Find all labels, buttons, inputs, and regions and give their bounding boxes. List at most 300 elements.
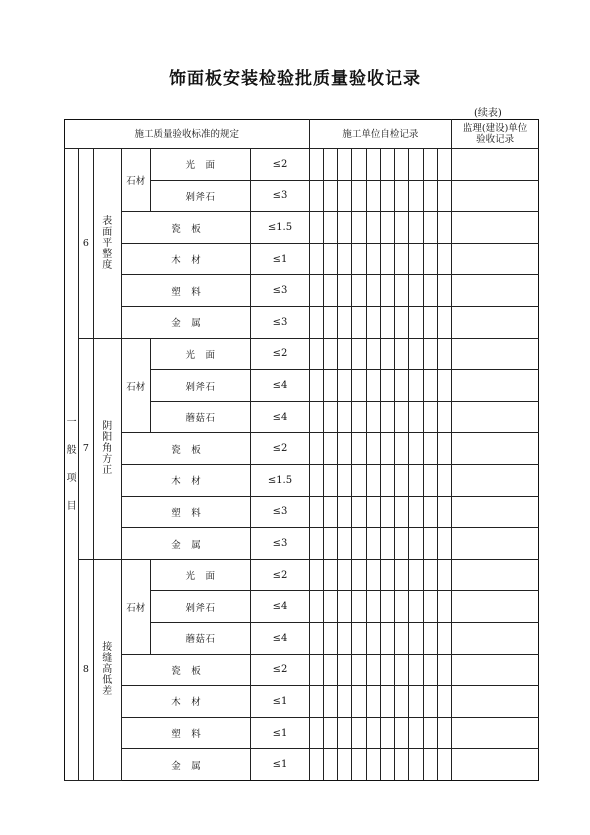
self-check-cell[interactable] — [352, 465, 366, 497]
item-name-char: 接 — [102, 642, 113, 654]
self-check-cell[interactable] — [423, 370, 437, 402]
supervision-cell[interactable] — [452, 307, 539, 339]
self-check-cell[interactable] — [380, 433, 394, 465]
self-check-cell[interactable] — [323, 180, 337, 212]
stone-label: 石材 — [122, 149, 151, 212]
self-check-cell[interactable] — [366, 275, 380, 307]
table-row — [65, 717, 539, 749]
self-check-cell[interactable] — [338, 528, 352, 560]
material-name: 木 材 — [122, 243, 251, 275]
self-check-cell[interactable] — [437, 433, 451, 465]
self-check-cell[interactable] — [409, 338, 423, 370]
supervision-cell[interactable] — [452, 275, 539, 307]
standard-header: 施工质量验收标准的规定 — [65, 120, 310, 149]
self-check-cell[interactable] — [338, 370, 352, 402]
self-check-cell[interactable] — [395, 496, 409, 528]
inspection-table — [64, 119, 539, 781]
self-check-cell[interactable] — [395, 212, 409, 244]
self-check-cell[interactable] — [395, 465, 409, 497]
self-check-cell[interactable] — [437, 717, 451, 749]
self-check-cell[interactable] — [309, 528, 323, 560]
material-name: 木 材 — [122, 686, 251, 718]
self-check-cell[interactable] — [437, 401, 451, 433]
self-check-cell[interactable] — [338, 401, 352, 433]
allowed-deviation: ≤1.5 — [251, 212, 309, 244]
self-check-cell[interactable] — [423, 243, 437, 275]
supervision-header — [452, 120, 539, 149]
item-number: 8 — [79, 559, 93, 780]
self-check-cell[interactable] — [437, 307, 451, 339]
allowed-deviation: ≤3 — [251, 496, 309, 528]
self-check-cell[interactable] — [437, 243, 451, 275]
self-check-cell[interactable] — [366, 370, 380, 402]
self-check-cell[interactable] — [380, 622, 394, 654]
item-name-char: 整 — [102, 248, 113, 260]
self-check-cell[interactable] — [352, 622, 366, 654]
self-check-cell[interactable] — [338, 465, 352, 497]
self-check-cell[interactable] — [338, 243, 352, 275]
self-check-cell[interactable] — [380, 717, 394, 749]
self-check-cell[interactable] — [409, 749, 423, 781]
item-name — [93, 338, 122, 559]
supervision-cell[interactable] — [452, 749, 539, 781]
supervision-cell[interactable] — [452, 243, 539, 275]
self-check-cell[interactable] — [423, 528, 437, 560]
supervision-cell[interactable] — [452, 654, 539, 686]
self-check-cell[interactable] — [409, 528, 423, 560]
self-check-cell[interactable] — [352, 591, 366, 623]
self-check-cell[interactable] — [409, 307, 423, 339]
self-check-cell[interactable] — [437, 212, 451, 244]
self-check-cell[interactable] — [423, 622, 437, 654]
self-check-cell[interactable] — [423, 180, 437, 212]
allowed-deviation: ≤4 — [251, 370, 309, 402]
material-name: 光 面 — [150, 338, 251, 370]
self-check-cell[interactable] — [309, 401, 323, 433]
self-check-cell[interactable] — [423, 654, 437, 686]
self-check-cell[interactable] — [366, 749, 380, 781]
self-check-cell[interactable] — [352, 401, 366, 433]
material-name: 剁斧石 — [150, 370, 251, 402]
self-check-cell[interactable] — [395, 338, 409, 370]
self-check-cell[interactable] — [380, 180, 394, 212]
self-check-cell[interactable] — [323, 338, 337, 370]
item-number: 7 — [79, 338, 93, 559]
self-check-cell[interactable] — [352, 749, 366, 781]
self-check-cell[interactable] — [338, 717, 352, 749]
self-check-cell[interactable] — [395, 528, 409, 560]
self-check-cell[interactable] — [309, 654, 323, 686]
material-name: 金 属 — [122, 528, 251, 560]
self-check-cell[interactable] — [309, 622, 323, 654]
self-check-cell[interactable] — [323, 622, 337, 654]
self-check-cell[interactable] — [423, 433, 437, 465]
self-check-cell[interactable] — [352, 275, 366, 307]
self-check-cell[interactable] — [352, 559, 366, 591]
self-check-cell[interactable] — [352, 370, 366, 402]
self-check-cell[interactable] — [380, 338, 394, 370]
page-title: 饰面板安装检验批质量验收记录 — [169, 69, 421, 89]
self-check-cell[interactable] — [423, 749, 437, 781]
self-check-cell[interactable] — [380, 528, 394, 560]
allowed-deviation: ≤3 — [251, 528, 309, 560]
supervision-cell[interactable] — [452, 559, 539, 591]
self-check-cell[interactable] — [380, 496, 394, 528]
self-check-cell[interactable] — [380, 686, 394, 718]
self-check-cell[interactable] — [366, 717, 380, 749]
self-check-cell[interactable] — [380, 654, 394, 686]
self-check-cell[interactable] — [338, 149, 352, 181]
self-check-cell[interactable] — [395, 275, 409, 307]
material-name: 剁斧石 — [150, 591, 251, 623]
self-check-cell[interactable] — [437, 528, 451, 560]
supervision-cell[interactable] — [452, 496, 539, 528]
self-check-cell[interactable] — [352, 686, 366, 718]
self-check-cell[interactable] — [366, 654, 380, 686]
self-check-cell[interactable] — [366, 465, 380, 497]
self-check-cell[interactable] — [323, 401, 337, 433]
self-check-cell[interactable] — [309, 275, 323, 307]
self-check-cell[interactable] — [352, 149, 366, 181]
self-check-cell[interactable] — [395, 401, 409, 433]
supervision-cell[interactable] — [452, 370, 539, 402]
self-check-cell[interactable] — [352, 433, 366, 465]
material-name: 塑 料 — [122, 717, 251, 749]
self-check-cell[interactable] — [437, 275, 451, 307]
table-row — [65, 559, 539, 591]
self-check-cell[interactable] — [409, 686, 423, 718]
self-check-cell[interactable] — [395, 749, 409, 781]
allowed-deviation: ≤3 — [251, 275, 309, 307]
self-check-cell[interactable] — [309, 149, 323, 181]
self-check-cell[interactable] — [395, 622, 409, 654]
self-check-cell[interactable] — [395, 370, 409, 402]
self-check-cell[interactable] — [380, 149, 394, 181]
self-check-cell[interactable] — [323, 243, 337, 275]
self-check-cell[interactable] — [323, 212, 337, 244]
allowed-deviation: ≤2 — [251, 338, 309, 370]
self-check-cell[interactable] — [380, 212, 394, 244]
self-check-cell[interactable] — [409, 212, 423, 244]
category-char: 般 — [66, 444, 77, 456]
self-check-cell[interactable] — [437, 559, 451, 591]
self-check-cell[interactable] — [395, 591, 409, 623]
self-check-cell[interactable] — [423, 149, 437, 181]
allowed-deviation: ≤3 — [251, 307, 309, 339]
category-char: 一 — [66, 416, 77, 428]
allowed-deviation: ≤4 — [251, 622, 309, 654]
self-check-cell[interactable] — [437, 465, 451, 497]
self-check-cell[interactable] — [423, 307, 437, 339]
item-name-char: 正 — [102, 465, 113, 477]
self-check-cell[interactable] — [309, 465, 323, 497]
self-check-cell[interactable] — [309, 686, 323, 718]
self-check-cell[interactable] — [395, 686, 409, 718]
self-check-cell[interactable] — [380, 275, 394, 307]
self-check-cell[interactable] — [409, 149, 423, 181]
self-check-cell[interactable] — [380, 401, 394, 433]
self-check-cell[interactable] — [366, 243, 380, 275]
item-name-char: 阳 — [102, 432, 113, 444]
self-check-cell[interactable] — [423, 559, 437, 591]
self-check-cell[interactable] — [395, 717, 409, 749]
self-check-cell[interactable] — [437, 496, 451, 528]
self-check-cell[interactable] — [338, 212, 352, 244]
self-check-cell[interactable] — [352, 180, 366, 212]
allowed-deviation: ≤4 — [251, 591, 309, 623]
self-check-cell[interactable] — [309, 749, 323, 781]
supervision-cell[interactable] — [452, 465, 539, 497]
supervision-cell[interactable] — [452, 686, 539, 718]
self-check-cell[interactable] — [437, 654, 451, 686]
self-check-cell[interactable] — [395, 654, 409, 686]
self-check-cell[interactable] — [309, 717, 323, 749]
allowed-deviation: ≤2 — [251, 149, 309, 181]
item-name-char: 角 — [102, 443, 113, 455]
self-check-cell[interactable] — [409, 622, 423, 654]
self-check-cell[interactable] — [323, 686, 337, 718]
self-check-cell[interactable] — [423, 717, 437, 749]
self-check-cell[interactable] — [409, 717, 423, 749]
item-name-char: 阴 — [102, 421, 113, 433]
item-name-char: 方 — [102, 454, 113, 466]
self-check-cell[interactable] — [423, 212, 437, 244]
self-check-cell[interactable] — [437, 180, 451, 212]
self-check-cell[interactable] — [437, 370, 451, 402]
self-check-cell[interactable] — [437, 338, 451, 370]
self-check-cell[interactable] — [409, 654, 423, 686]
self-check-cell[interactable] — [409, 433, 423, 465]
self-check-cell[interactable] — [366, 622, 380, 654]
self-check-cell[interactable] — [323, 717, 337, 749]
supervision-cell[interactable] — [452, 401, 539, 433]
self-check-cell[interactable] — [423, 275, 437, 307]
category-char: 目 — [66, 500, 77, 512]
self-check-cell[interactable] — [352, 338, 366, 370]
item-name-char: 高 — [102, 664, 113, 676]
self-check-cell[interactable] — [423, 496, 437, 528]
self-check-cell[interactable] — [395, 149, 409, 181]
self-check-cell[interactable] — [338, 275, 352, 307]
self-check-cell[interactable] — [380, 307, 394, 339]
material-name: 蘑菇石 — [150, 401, 251, 433]
item-name-char: 面 — [102, 226, 113, 238]
self-check-cell[interactable] — [352, 307, 366, 339]
self-check-cell[interactable] — [423, 338, 437, 370]
self-check-cell[interactable] — [323, 465, 337, 497]
self-check-cell[interactable] — [309, 591, 323, 623]
item-name-char: 度 — [102, 259, 113, 271]
self-check-cell[interactable] — [366, 149, 380, 181]
self-check-cell[interactable] — [338, 180, 352, 212]
self-check-cell[interactable] — [366, 212, 380, 244]
table-header-row — [65, 120, 539, 149]
self-check-cell[interactable] — [323, 275, 337, 307]
table-row — [65, 212, 539, 244]
self-check-cell[interactable] — [323, 654, 337, 686]
supervision-header-line2: 验收记录 — [476, 134, 515, 146]
self-check-cell[interactable] — [366, 180, 380, 212]
self-check-cell[interactable] — [338, 622, 352, 654]
item-name-char: 低 — [102, 675, 113, 687]
item-name-char: 表 — [102, 215, 113, 227]
self-check-cell[interactable] — [323, 370, 337, 402]
supervision-cell[interactable] — [452, 212, 539, 244]
self-check-cell[interactable] — [338, 338, 352, 370]
self-check-cell[interactable] — [338, 496, 352, 528]
self-check-cell[interactable] — [366, 496, 380, 528]
self-check-cell[interactable] — [323, 307, 337, 339]
self-check-cell[interactable] — [409, 180, 423, 212]
allowed-deviation: ≤3 — [251, 180, 309, 212]
self-check-cell[interactable] — [409, 401, 423, 433]
material-name: 光 面 — [150, 149, 251, 181]
self-check-cell[interactable] — [338, 654, 352, 686]
self-check-cell[interactable] — [338, 591, 352, 623]
supervision-cell[interactable] — [452, 528, 539, 560]
supervision-cell[interactable] — [452, 717, 539, 749]
self-check-cell[interactable] — [395, 307, 409, 339]
allowed-deviation: ≤1 — [251, 749, 309, 781]
self-check-cell[interactable] — [409, 243, 423, 275]
self-check-cell[interactable] — [437, 622, 451, 654]
self-check-header: 施工单位自检记录 — [309, 120, 452, 149]
self-check-cell[interactable] — [437, 591, 451, 623]
self-check-cell[interactable] — [338, 749, 352, 781]
self-check-cell[interactable] — [323, 433, 337, 465]
continued-label: (续表) — [474, 108, 502, 119]
allowed-deviation: ≤1.5 — [251, 465, 309, 497]
self-check-cell[interactable] — [423, 401, 437, 433]
self-check-cell[interactable] — [423, 686, 437, 718]
self-check-cell[interactable] — [323, 496, 337, 528]
self-check-cell[interactable] — [409, 465, 423, 497]
self-check-cell[interactable] — [323, 528, 337, 560]
item-name-char: 缝 — [102, 653, 113, 665]
self-check-cell[interactable] — [366, 307, 380, 339]
self-check-cell[interactable] — [380, 243, 394, 275]
self-check-cell[interactable] — [380, 465, 394, 497]
self-check-cell[interactable] — [395, 243, 409, 275]
table-row — [65, 433, 539, 465]
self-check-cell[interactable] — [380, 591, 394, 623]
supervision-cell[interactable] — [452, 338, 539, 370]
self-check-cell[interactable] — [409, 496, 423, 528]
self-check-cell[interactable] — [323, 149, 337, 181]
supervision-cell[interactable] — [452, 433, 539, 465]
supervision-cell[interactable] — [452, 622, 539, 654]
table-row — [65, 465, 539, 497]
self-check-cell[interactable] — [323, 559, 337, 591]
self-check-cell[interactable] — [380, 559, 394, 591]
self-check-cell[interactable] — [409, 275, 423, 307]
self-check-cell[interactable] — [352, 528, 366, 560]
self-check-cell[interactable] — [437, 749, 451, 781]
self-check-cell[interactable] — [423, 591, 437, 623]
self-check-cell[interactable] — [366, 433, 380, 465]
self-check-cell[interactable] — [395, 559, 409, 591]
material-name: 塑 料 — [122, 496, 251, 528]
self-check-cell[interactable] — [366, 591, 380, 623]
self-check-cell[interactable] — [380, 370, 394, 402]
table-row — [65, 528, 539, 560]
self-check-cell[interactable] — [437, 149, 451, 181]
self-check-cell[interactable] — [309, 370, 323, 402]
table-row — [65, 149, 539, 181]
item-name — [93, 559, 122, 780]
allowed-deviation: ≤2 — [251, 559, 309, 591]
self-check-cell[interactable] — [309, 496, 323, 528]
self-check-cell[interactable] — [309, 243, 323, 275]
self-check-cell[interactable] — [352, 212, 366, 244]
self-check-cell[interactable] — [352, 654, 366, 686]
self-check-cell[interactable] — [323, 591, 337, 623]
self-check-cell[interactable] — [395, 433, 409, 465]
material-name: 蘑菇石 — [150, 622, 251, 654]
table-row — [65, 243, 539, 275]
self-check-cell[interactable] — [366, 401, 380, 433]
self-check-cell[interactable] — [309, 307, 323, 339]
material-name: 木 材 — [122, 465, 251, 497]
self-check-cell[interactable] — [338, 433, 352, 465]
self-check-cell[interactable] — [437, 686, 451, 718]
self-check-cell[interactable] — [309, 212, 323, 244]
self-check-cell[interactable] — [409, 591, 423, 623]
self-check-cell[interactable] — [409, 559, 423, 591]
self-check-cell[interactable] — [395, 180, 409, 212]
allowed-deviation: ≤2 — [251, 433, 309, 465]
self-check-cell[interactable] — [366, 686, 380, 718]
item-name-char: 平 — [102, 237, 113, 249]
self-check-cell[interactable] — [338, 559, 352, 591]
item-name-char: 差 — [102, 686, 113, 698]
category-char: 项 — [66, 472, 77, 484]
self-check-cell[interactable] — [352, 243, 366, 275]
self-check-cell[interactable] — [309, 338, 323, 370]
self-check-cell[interactable] — [366, 528, 380, 560]
self-check-cell[interactable] — [380, 749, 394, 781]
allowed-deviation: ≤4 — [251, 401, 309, 433]
material-name: 金 属 — [122, 749, 251, 781]
self-check-cell[interactable] — [309, 433, 323, 465]
self-check-cell[interactable] — [409, 370, 423, 402]
allowed-deviation: ≤2 — [251, 654, 309, 686]
item-name — [93, 149, 122, 339]
self-check-cell[interactable] — [309, 180, 323, 212]
self-check-cell[interactable] — [352, 717, 366, 749]
table-row — [65, 496, 539, 528]
allowed-deviation: ≤1 — [251, 686, 309, 718]
self-check-cell[interactable] — [423, 465, 437, 497]
material-name: 塑 料 — [122, 275, 251, 307]
table-row — [65, 338, 539, 370]
table-row — [65, 654, 539, 686]
material-name: 瓷 板 — [122, 654, 251, 686]
supervision-cell[interactable] — [452, 591, 539, 623]
self-check-cell[interactable] — [366, 338, 380, 370]
self-check-cell[interactable] — [366, 559, 380, 591]
allowed-deviation: ≤1 — [251, 717, 309, 749]
self-check-cell[interactable] — [352, 496, 366, 528]
supervision-cell[interactable] — [452, 180, 539, 212]
self-check-cell[interactable] — [338, 307, 352, 339]
self-check-cell[interactable] — [309, 559, 323, 591]
material-name: 光 面 — [150, 559, 251, 591]
supervision-cell[interactable] — [452, 149, 539, 181]
self-check-cell[interactable] — [338, 686, 352, 718]
allowed-deviation: ≤1 — [251, 243, 309, 275]
self-check-cell[interactable] — [323, 749, 337, 781]
